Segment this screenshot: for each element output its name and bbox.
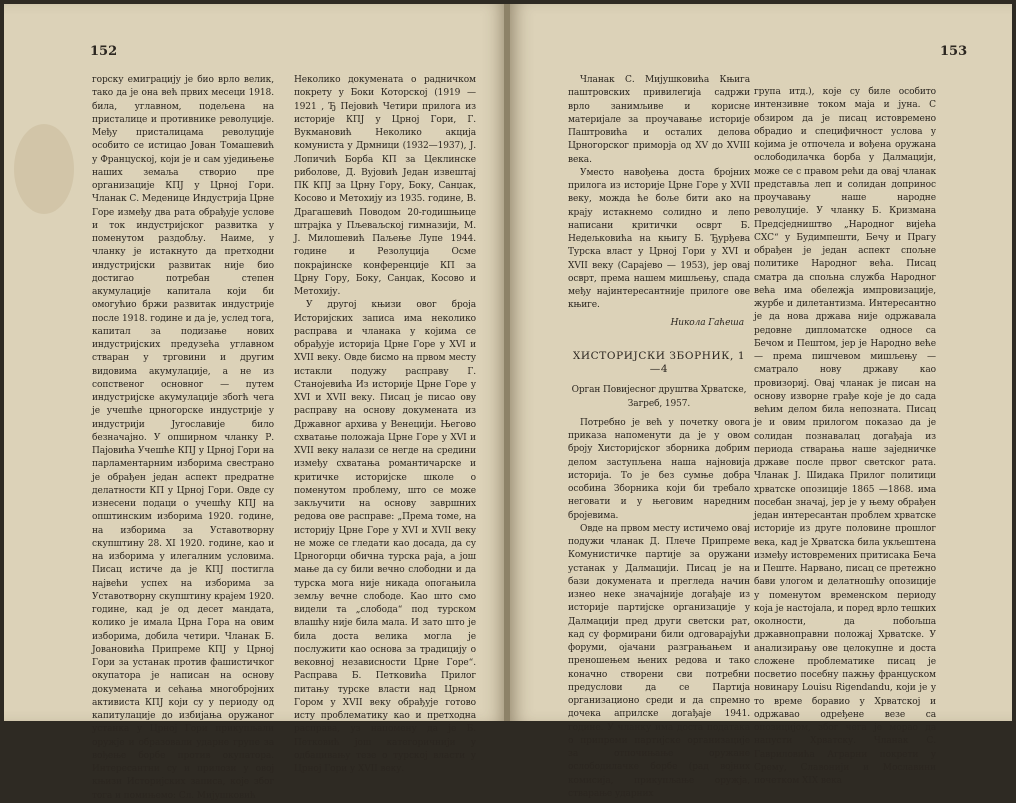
paper-stain bbox=[14, 124, 74, 214]
section-subtitle bbox=[568, 384, 750, 411]
right-column-1 bbox=[568, 74, 750, 801]
section-title: ХИСТОРИЈСКИ ЗБОРНИК, 1—4 bbox=[572, 349, 746, 375]
right-page bbox=[510, 4, 1012, 799]
paragraph: Уместо навођења доста бројних прилога из историје Црне Горе у XVII веку, можда ће боље бити ако на крају истакнемо солидно и лепо написани критички осврт Б. Недељковића на књигу Б. Ђурђева Турска власт у Црној Гори у XVI и XVII веку (Сарајево — 1953), јер овај осврт, према нашем мишљењу, спада међу најинтересантније прилоге ове књиге. bbox=[568, 167, 750, 311]
paragraph: Неколико докумената о радничком покрету у Боки Которској (1919 —1921 , Ђ Пејовић Четири прилога из историје КПЈ у Црној Гори, Г. Вукмановић Неколико акција комуниста у Дрмници (1932—1937), Ј. Лопичић Борба КП за Цеклинске риболове, Д. Вујовић Један извештај ПК КПЈ за Црну Гору, Боку, Санџак, Косово и Метохију из 1935. године, В. Драгашевић Поводом 20-годишњице штрајка у Пљеваљској гимназији, М. Ј. Милошевић Паљење Лупе 1944. године и Резолуција Осме покрајинске конференције КП за Црну Гору, Боку, Санџак, Косово и Метохију. bbox=[294, 75, 476, 297]
paragraph: У другој књизи овог броја Историјских записа има неколико расправа и чланака у којима се обрађује историја Црне Горе у XVI и XVII веку. Овде бисмо на првом месту истакли подужу расправу Г. Станојевића Из историје Црне Горе у XVI и XVII веку. Писац је писао ову расправу на основу докумената из Државног архива у Венецији. Његово схватање положаја Црне Горе у XVI и XVII веку налази се негде на средини између схватања романтичарске и критичке историјске школе о поменутом проблему, што се може закључити на основу завршних редова ове расправе: „Према томе, на историју Црне Горе у XVI и XVII веку не може се гледати као досада, да су Црногорци обична турска раја, а још мање да су били вечно слободни и да турска мога није никада опогањила земљу вечне слободе. Као што смо видели та „слобода“ под турском влашћу није била мала. И зато што је била доста велика могла је послужити као основа за традицију о вековној независности Црне Горе“. Расправа Б. Петковића Прилог питању турске власти над Црном Гором у XVII веку обрађује готово исту проблематику као и претходна расправа, уз напомену да је Б. Петковић још категоричнији у одбацивању тезе о турској власти у Црној Гори у XVII веку. bbox=[294, 300, 476, 774]
paragraph: Овде на првом месту истичемо овај подужи чланак Д. Плече Припреме Комунистичке партије за оружани устанак у Далмацији. Писац је на бази докумената и прегледа начин изнео неке значајније догађаје из историје партијске организације у Далмацији пред други светски рат, кад су формирани били одговарајући форуми, ојачани разграњањем и преношењем њених редова и тако коначно створени сви потребни предуслови да се Партија организационо среди и да спремно дочека априлске догађаје 1941. године. У чланку има доста података о припреми партијске организације за отпочињање оружане ослободилачке борбе (рад војних комисија, прикупљање оружја, стварање ударних bbox=[568, 523, 750, 799]
left-page bbox=[4, 4, 506, 801]
page-number-left: 152 bbox=[90, 44, 118, 59]
book-spread bbox=[4, 4, 1012, 801]
paragraph: Чланак С. Мијушковића Књига паштровских привилегија садржи врло занимљиве и корисне материјале за проучавање историје Паштровића и осталих делова Црногорског приморја од XV до XVIII века. bbox=[568, 75, 750, 165]
review-signature: Никола Гаћеша bbox=[670, 317, 744, 328]
page-number-right: 153 bbox=[940, 44, 968, 59]
paragraph: група итд.), које су биле особито интензивне током маја и јуна. С обзиром да је писац истовремено обрадио и специфичност услова у којима је отпочела и вођена оружана ослободилачка борба у Далмацији, може се с правом рећи да овај чланак представља леп и солидан допринос проучавању наше народне револуције. У чланку Б. Кризмана Предсједништво „Народног вијећа СХС“ у Будимпешти, Бечу и Прагу обрађен је један аспект спољне политике Народног већа. Писац сматра да спољна служба Народног већа има обележја импровизације, журбе и дилетантизма. Интересантно је да нова држава није одржавала редовне дипломатске односе са Бечом и Пештом, јер је Народно веће — према пишчевом мишљењу — сматрало нову државу као провизориј. Овај чланак је писан на основу изворне грађе које је до сада већим делом била непозната. Писац је и овим прилогом показао да је солидан познавалац догађаја из периода стварања наше заједничке државе после првог светског рата. Чланак Ј. Шидака Прилог политици хрватске опозиције 1865 —1868. има посебан значај, јер је у њему обрађен један интересантан проблем хрватске историје из друге половине прошлог века, кад је Хрватска била укљештена између истовремених притисака Беча и Пеште. Нарвано, писац се претежно бави улогом и делатношћу опозиције у поменутом временском периоду која је настојала, и поред врло тешких околности, да побољша државноправни положај Хрватске. У анализирању ове целокупне и доста сложене проблематике писац је посветио посебну пажњу француском новинару Louisu Rigendandu, који је у то време боравио у Хрватској и одржавао одређене везе са опозицијом, због чега је морао да напусти Хрватску. Чланак С. Гавриловића Аграрни покрети у Срему, Славонији и Мославини почетком XIX века bbox=[754, 87, 936, 786]
section-subtitle-line-2: Загреб, 1957. bbox=[627, 398, 691, 409]
right-column-2 bbox=[754, 86, 936, 788]
left-column-1 bbox=[92, 74, 274, 803]
left-column-2 bbox=[294, 74, 476, 776]
paragraph: Потребно је већ у почетку овога приказа напоменути да је у овом броју Хисторијског зборника добрим делом заступљена наша најновија историја. То је без сумње добра особина Зборника који би требало неговати и у његовим наредним бројевима. bbox=[568, 417, 750, 521]
paragraph: горску емиграцију је био врло велик, тако да је она већ првих месеци 1918. била, углавном, подељена на присталице и противнике револуције. Међу присталицама револуције особито се истицао Јован Томашевић у Француској, који је и сам уједињење наших земаља створио пре организације КПЈ у Црној Гори. Чланак С. Меденице Индустрија Црне Горе између два рата обрађује услове и ток индустријског развитка у поменутом раздобљу. Наиме, у чланку је истакнуто да претходни индустријски развитак није био достигао потребан степен акумулације капитала који би омогућио бржи развитак индустрије после 1918. године и да је, услед тога, капитал за подизање нових индустријских предузећа углавном стваран у трговини и другим видовима акумулације, а не из сопственог основног — путем индустријске акумулације збогћ чега је учешће црногорске индустрије у индустрији Југославије било безначајно. У опширном чланку Р. Пајовића Учешће КПЈ у Црној Гори на парламентарним изборима свестрано је обрађен један аспект предратне делатности КП у Црној Гори. Овде су изнесени подаци о учешћу КПЈ на општинским изборима 1920. године, на изборима за Уставотворну скупштину 28. XI 1920. године, као и на изборима у илегалним условима. Писац истиче да је КПЈ постигла највећи успех на изборима за Уставотворну скупштину крајем 1920. године, кад је од десет мандата, колико је имала Црна Гора на овим изборима, добила четири. Чланак Б. Јовановића Припреме КПЈ у Црној Гори за устанак против фашистичког окупатора је написан на основу докумената и сећања многобројних активиста КПЈ који су у периоду од капитулације до избијања оружаног устанка у Црној Гори прикупљали оружје и образовали ударне групе за вођење борбе против окупатора. Интересантни су и прилози у овој књизи Историјских записа, које због тога и помињемо: Сл. Мијушковић bbox=[92, 75, 274, 801]
section-subtitle-line-1: Орган Повијесног друштва Хрватске, bbox=[571, 385, 747, 396]
